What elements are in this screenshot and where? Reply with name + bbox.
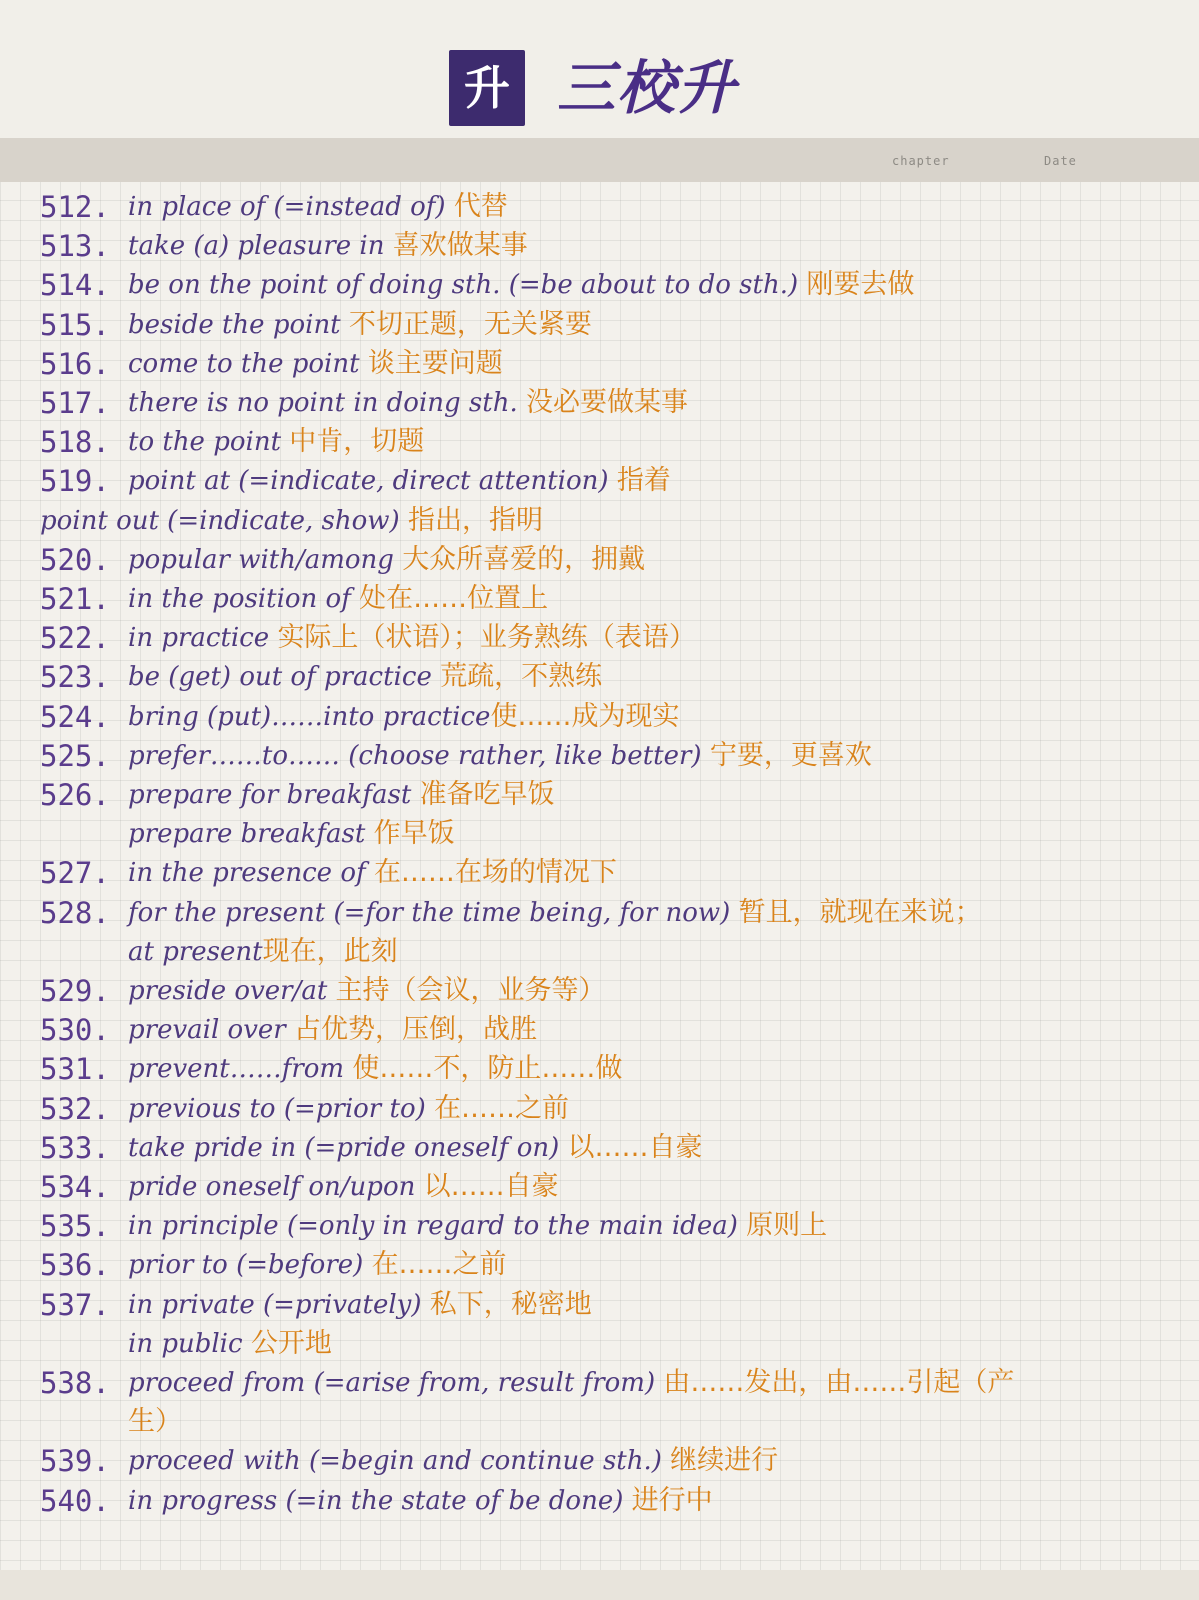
chinese-meaning: 指着 [616,465,671,497]
entry-text [128,1245,507,1285]
chinese-meaning: 宁要，更喜欢 [709,739,872,771]
entry-text [128,1363,1014,1403]
entry-text [128,932,398,972]
entry-text [128,736,872,776]
entry-number: 522. [40,621,110,656]
chinese-meaning: 中肯，切题 [289,426,425,458]
entry-text [128,1481,713,1521]
english-phrase: proceed from (=arise from, result from) [128,1368,664,1398]
english-phrase: prior to (=before) [128,1250,372,1281]
entry-number: 528. [40,895,110,930]
english-phrase: previous to (=prior to) [128,1093,435,1124]
entry-number: 518. [40,425,110,460]
header [0,0,1199,138]
english-phrase: for the present (=for the time being, for now) [128,897,739,928]
entry-number: 520. [40,542,110,577]
entry-text [128,814,455,854]
english-phrase: in private (=privately) [128,1289,430,1320]
entry-number: 523. [40,660,110,695]
chinese-meaning: 公开地 [250,1327,332,1359]
entry-number: 519. [40,464,110,499]
english-phrase: proceed with (=begin and continue sth.) [128,1446,671,1477]
entry-text [128,1324,332,1364]
english-phrase: in public [128,1328,251,1359]
entry-number: 538. [40,1366,110,1400]
english-phrase: in principle (=only in regard to the main idea) [128,1211,747,1242]
chinese-meaning: 喜欢做某事 [392,230,528,262]
chinese-meaning: 处在……位置上 [359,583,549,614]
entry-text [128,344,503,384]
entry-text [128,579,548,619]
english-phrase: point at (=indicate, direct attention) [128,466,617,497]
chinese-meaning: 不切正题，无关紧要 [348,308,592,340]
english-phrase: take pride in (=pride oneself on) [128,1132,568,1163]
english-phrase: popular with/among [128,544,403,575]
english-phrase: to the point [128,427,290,458]
entry-text [128,1049,622,1089]
entry-number: 524. [40,699,110,734]
brand-name: 三校升 [557,54,738,122]
english-phrase: prevent……from [128,1054,353,1085]
entry-text [128,1167,559,1207]
entry-text [128,1402,182,1442]
chinese-meaning: 继续进行 [670,1445,779,1477]
chinese-meaning: 指出，指明 [407,504,543,536]
chinese-meaning: 准备吃早饭 [419,779,555,810]
entry-number: 516. [40,346,110,381]
chinese-meaning: 使……成为现实 [490,700,680,732]
entry-text [128,657,602,697]
entry-number: 512. [40,190,110,224]
brand-icon [449,50,525,126]
english-phrase: in progress (=in the state of be done) [128,1485,632,1516]
entry-number: 527. [40,856,110,891]
entry-text [128,187,508,227]
entry-number: 515. [40,307,110,342]
chinese-meaning: 主持（会议，业务等） [335,975,606,1006]
brand-icon-char: 升 [464,61,510,115]
entry-text [128,971,606,1011]
entry-text [128,422,424,462]
chinese-meaning: 暂且，就现在来说； [738,896,982,928]
english-phrase: in the presence of [128,858,374,889]
entry-text [128,461,671,501]
english-phrase: come to the point [128,348,368,379]
entry-number: 513. [40,229,110,264]
entry-number: 535. [40,1209,110,1244]
chinese-meaning: 在……之前 [434,1092,570,1124]
entry-number: 539. [40,1444,110,1479]
date-label: Date [1044,154,1077,168]
entry-number: 517. [40,386,110,420]
entry-text [128,853,617,893]
entry-number: 521. [40,582,110,616]
chinese-meaning: 进行中 [631,1484,713,1516]
chinese-meaning: 以……自豪 [423,1171,559,1202]
footer-strip [0,1570,1199,1600]
chinese-meaning: 在……之前 [371,1249,507,1281]
chinese-meaning: 以……自豪 [567,1131,703,1163]
chinese-meaning: 作早饭 [373,818,455,850]
english-phrase: be on the point of doing sth. (=be about to do sth.) [128,270,807,301]
entry-text [40,501,543,541]
header-band [0,138,1199,182]
entry-text [128,1010,537,1050]
entry-text [128,1089,569,1129]
english-phrase: point out (=indicate, show) [40,505,408,536]
chinese-meaning: 荒疏，不熟练 [440,661,603,693]
english-phrase: take (a) pleasure in [128,231,393,262]
entry-number: 530. [40,1013,110,1048]
entry-number: 540. [40,1483,110,1518]
chinese-meaning: 刚要去做 [806,269,915,301]
chinese-meaning: 大众所喜爱的，拥戴 [402,543,646,575]
chinese-meaning: 由……发出，由……引起（产 [663,1367,1015,1398]
entry-number: 532. [40,1091,110,1126]
entry-text [128,226,528,266]
entry-text [128,265,914,305]
entry-text [128,1206,827,1246]
english-phrase: preside over/at [128,976,336,1006]
entry-number: 531. [40,1052,110,1087]
entry-text [128,618,696,658]
chinese-meaning: 原则上 [746,1210,828,1242]
english-phrase: prepare breakfast [128,819,374,850]
english-phrase: be (get) out of practice [128,662,441,693]
english-phrase: at present [128,936,263,967]
chinese-meaning: 私下，秘密地 [429,1288,592,1320]
chinese-meaning: 生） [128,1406,182,1438]
entry-number: 514. [40,268,110,303]
entry-number: 537. [40,1287,110,1322]
entry-text [128,383,688,423]
brand-logo [449,50,737,126]
english-phrase: prefer……to…… (choose rather, like better) [128,740,710,771]
chinese-meaning: 代替 [453,191,508,222]
entry-number: 526. [40,778,110,812]
entry-number: 529. [40,974,110,1008]
english-phrase: prepare for breakfast [128,780,420,810]
chinese-meaning: 谈主要问题 [367,347,503,379]
chinese-meaning: 现在，此刻 [262,935,398,967]
entry-number: 534. [40,1170,110,1204]
english-phrase: in the position of [128,584,360,614]
english-phrase: pride oneself on/upon [128,1172,424,1202]
english-phrase: in practice [128,623,278,654]
entry-number: 533. [40,1130,110,1165]
entry-text [128,893,982,933]
chinese-meaning: 没必要做某事 [525,387,688,418]
chinese-meaning: 占优势，压倒，战胜 [293,1014,537,1046]
entry-text [128,540,645,580]
english-phrase: in place of (=instead of) [128,192,454,222]
chinese-meaning: 实际上（状语）；业务熟练（表语） [277,622,696,654]
chinese-meaning: 使……不，防止……做 [352,1053,623,1085]
chinese-meaning: 在……在场的情况下 [373,857,617,889]
chapter-label: chapter [892,154,950,168]
entry-number: 536. [40,1248,110,1283]
english-phrase: beside the point [128,309,349,340]
entry-text [128,775,555,815]
english-phrase: prevail over [128,1015,294,1046]
entry-text [128,305,592,345]
entry-text [128,1285,592,1325]
english-phrase: there is no point in doing sth. [128,388,526,418]
english-phrase: bring (put)……into practice [128,701,491,732]
entry-text [128,697,679,737]
entry-text [128,1441,778,1481]
entry-number: 525. [40,738,110,773]
entry-text [128,1128,703,1168]
